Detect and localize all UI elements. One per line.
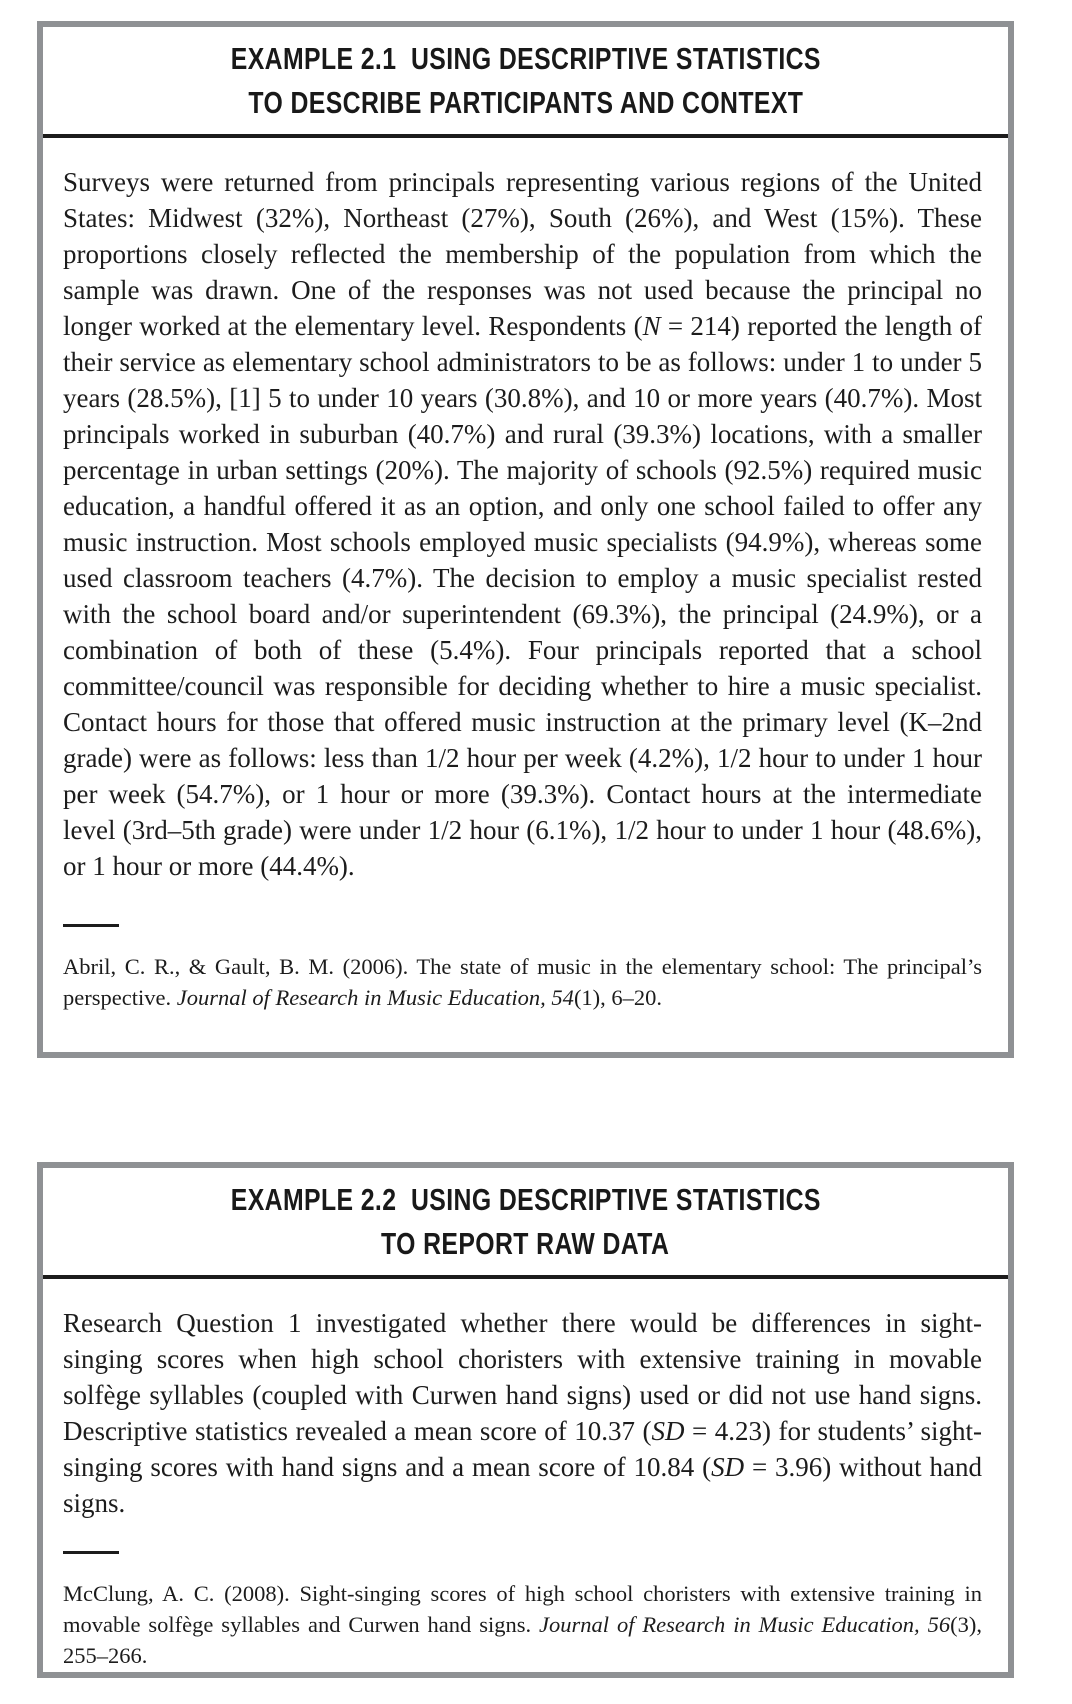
example-2-1-citation-divider (63, 924, 119, 927)
example-2-1-heading-line-2 (51, 84, 1000, 128)
example-2-2-citation-divider (63, 1551, 119, 1554)
example-2-1-heading-divider (43, 134, 1008, 138)
example-2-2-body-paragraph: Research Question 1 investigated whether there would be differences in sight-singing scores when high school choristers with extensive training in movable solfège syllables (coupled with Curwen hand signs) used or did not use hand signs. Descriptive statistics revealed a mean score of 10.37 (SD = 4.23) for students’ sight-singing scores with hand signs and a mean score of 10.84 (SD = 3.96) without hand signs. (63, 1308, 982, 1518)
example-2-2-heading-line-1-text: EXAMPLE 2.2 USING DESCRIPTIVE STATISTICS (230, 1182, 821, 1217)
example-2-2-heading-line-1 (51, 1181, 1000, 1225)
example-box-2-2 (37, 1162, 1014, 1678)
example-2-1-citation: Abril, C. R., & Gault, B. M. (2006). The state of music in the elementary school: The principal’s perspective. Journal of Research in Music Education, 54(1), 6–20. (63, 954, 982, 1010)
example-2-2-citation: McClung, A. C. (2008). Sight-singing scores of high school choristers with extensive training in movable solfège syllables and Curwen hand signs. Journal of Research in Music Education, 56(3), 255–266. (63, 1581, 982, 1668)
example-2-2-heading-line-2 (51, 1225, 1000, 1269)
example-2-1-heading-line-1 (51, 40, 1000, 84)
example-box-2-1 (37, 21, 1014, 1058)
example-2-1-heading-line-2-text: TO DESCRIBE PARTICIPANTS AND CONTEXT (248, 85, 803, 120)
example-2-1-heading-line-1-text: EXAMPLE 2.1 USING DESCRIPTIVE STATISTICS (230, 41, 821, 76)
example-2-2-heading-divider (43, 1275, 1008, 1279)
example-2-1-heading (43, 27, 1008, 134)
example-2-2-heading-line-2-text: TO REPORT RAW DATA (381, 1226, 670, 1261)
example-2-2-heading (43, 1168, 1008, 1275)
example-2-1-body-paragraph: Surveys were returned from principals representing various regions of the United States: Midwest (32%), Northeast (27%), South (26%), and West (15%). These proportions closely reflected the membership of the population from which the sample was drawn. One of the responses was not used because the principal no longer worked at the elementary level. Respondents (N = 214) reported the length of their service as elementary school administrators to be as follows: under 1 to under 5 years (28.5%), [1] 5 to under 10 years (30.8%), and 10 or more years (40.7%). Most principals worked in suburban (40.7%) and rural (39.3%) locations, with a smaller percentage in urban settings (20%). The majority of schools (92.5%) required music education, a handful offered it as an option, and only one school failed to offer any music instruction. Most schools employed music specialists (94.9%), whereas some used classroom teachers (4.7%). The decision to employ a music specialist rested with the school board and/or superintendent (69.3%), the principal (24.9%), or a combination of both of these (5.4%). Four principals reported that a school committee/council was responsible for deciding whether to hire a music specialist. Contact hours for those that offered music instruction at the primary level (K–2nd grade) were as follows: less than 1/2 hour per week (4.2%), 1/2 hour to under 1 hour per week (54.7%), or 1 hour or more (39.3%). Contact hours at the intermediate level (3rd–5th grade) were under 1/2 hour (6.1%), 1/2 hour to under 1 hour (48.6%), or 1 hour or more (44.4%). (63, 167, 982, 881)
